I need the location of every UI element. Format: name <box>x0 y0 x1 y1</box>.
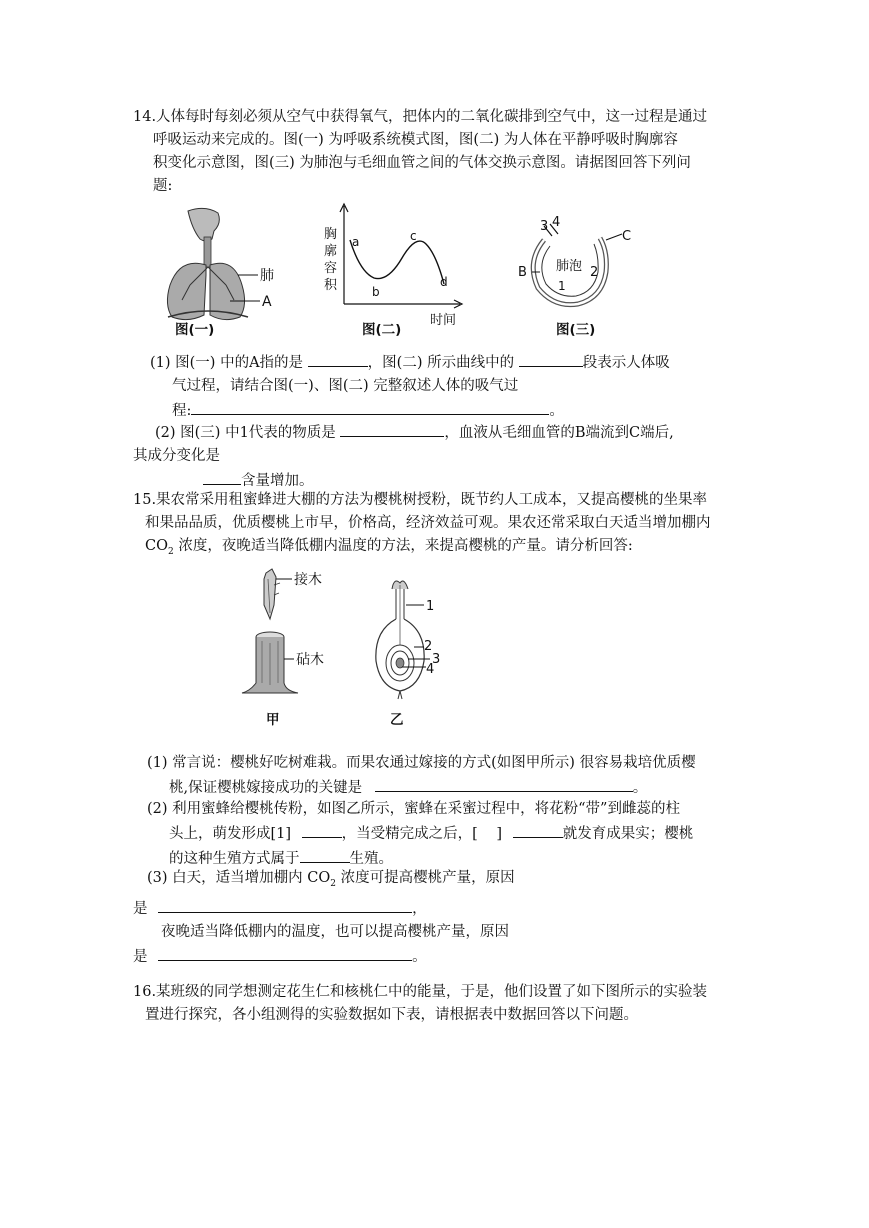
q15-intro <box>133 489 753 564</box>
q14-p1-line3-a: 程: <box>172 403 192 419</box>
fig1-label-A: A <box>262 294 272 310</box>
q15-figure-jia <box>240 565 360 700</box>
q15-p2-line1: (2) 利用蜜蜂给樱桃传粉，如图乙所示，蜜蜂在采蜜过程中，将花粉“带”到雌蕊的柱 <box>147 801 680 817</box>
fig3-caption: 图(三) <box>556 322 596 338</box>
q15-p3-line1-a: (3) 白天，适当增加棚内 CO <box>147 870 331 886</box>
q14-intro-line1: 14.人体每时每刻必须从空气中获得氧气，把体内的二氧化碳排到空气中，这一过程是通过 <box>133 109 708 125</box>
q15-part2 <box>147 798 767 871</box>
yi-label-2: 2 <box>424 639 433 654</box>
q15-p3-line1-b: 浓度可提高樱桃产量，原因 <box>340 870 515 886</box>
q15-p3-co2-sub: 2 <box>330 878 336 889</box>
fig3-label-3: 3 <box>540 219 549 234</box>
yi-label-1: 1 <box>426 599 435 614</box>
q15-p3-line4-a: 是 <box>133 948 148 965</box>
q16-intro <box>133 981 753 1027</box>
q15-p3-line3: 夜晚适当降低棚内的温度，也可以提高樱桃产量，原因 <box>161 923 509 940</box>
jia-caption: 甲 <box>266 712 280 728</box>
alveolus-diagram <box>510 212 640 317</box>
q15-intro-line1: 15.果农常采用租蜜蜂进大棚的方法为樱桃树授粉，既节约人工成本，又提高樱桃的坐果率 <box>133 492 708 508</box>
grafting-diagram <box>240 565 360 700</box>
q15-figure-yi <box>370 575 460 700</box>
q15-p3-blank-day[interactable] <box>158 896 412 913</box>
fig2-point-c: c <box>410 229 417 243</box>
yi-caption: 乙 <box>390 712 404 728</box>
q14-p1-text-a: (1) 图(一) 中的A指的是 <box>150 355 304 371</box>
q15-intro-co2-sub: 2 <box>167 546 174 557</box>
jia-label-stock: 砧木 <box>296 652 324 668</box>
fig3-label-1: 1 <box>558 279 566 293</box>
q15-intro-line3: 浓度，夜晚适当降低棚内温度的方法，来提高樱桃的产量。请分析回答: <box>178 538 633 554</box>
q14-p1-line3-end: 。 <box>549 403 564 419</box>
q15-p2-line3-a: 的这种生殖方式属于 <box>169 851 300 867</box>
q14-part1 <box>150 350 770 423</box>
q14-intro <box>133 106 753 198</box>
chest-volume-chart <box>318 200 468 330</box>
jia-label-scion: 接木 <box>294 572 322 588</box>
yi-label-4: 4 <box>426 662 435 677</box>
q14-p2-text-a: (2) 图(三) 中1代表的物质是 <box>155 425 336 441</box>
q15-p2-line3-b: 生殖。 <box>349 851 393 867</box>
q14-p1-text-b: ，图(二) 所示曲线中的 <box>367 355 515 371</box>
q14-p2-line2: 其成分变化是 <box>133 448 220 464</box>
q16-line1: 16.某班级的同学想测定花生仁和核桃仁中的能量，于是，他们设置了如下图所示的实验装 <box>133 984 708 1000</box>
q14-p2-blank-change[interactable] <box>203 468 241 485</box>
fig1-label-lung: 肺 <box>260 268 274 284</box>
fig2-ylabel-2: 廓 <box>324 244 338 259</box>
fig2-ylabel-4: 积 <box>324 278 338 293</box>
fig3-label-C: C <box>622 229 632 244</box>
q15-part3 <box>133 867 753 969</box>
q14-p2-line3: 含量增加。 <box>241 473 314 489</box>
q15-p1-line2-end: 。 <box>632 780 648 796</box>
q14-figure-2 <box>318 200 468 330</box>
q15-p2-blank-2[interactable] <box>513 821 563 838</box>
q15-p3-line2-end: ， <box>412 900 427 917</box>
q14-p1-text-c: 段表示人体吸 <box>582 355 670 371</box>
q15-p2-blank-1[interactable] <box>302 821 342 838</box>
q14-p1-blank-segment[interactable] <box>519 350 583 367</box>
q15-p2-line2-d: 就发育成果实；樱桃 <box>562 826 694 842</box>
q16-line2: 置进行探究，各小组测得的实验数据如下表，请根据表中数据回答以下问题。 <box>145 1007 638 1023</box>
q14-intro-line3: 积变化示意图，图(三) 为肺泡与毛细血管之间的气体交换示意图。请据图回答下列问 <box>153 155 691 171</box>
q15-intro-co2: CO <box>145 538 168 554</box>
q15-p2-blank-3[interactable] <box>300 846 350 863</box>
q15-p2-line2-c: ] <box>496 826 503 842</box>
fig3-label-B: B <box>518 265 527 280</box>
q14-p1-blank-A[interactable] <box>308 350 368 367</box>
q15-p3-blank-night[interactable] <box>158 944 412 961</box>
fig3-label-2: 2 <box>590 265 599 280</box>
q14-figure-3 <box>510 212 640 317</box>
q15-p2-line2-a: 头上，萌发形成[1] <box>169 826 292 842</box>
q15-p3-line4-end: 。 <box>412 948 427 965</box>
fig2-point-a: a <box>352 235 360 249</box>
q14-p2-text-b: ，血液从毛细血管的B端流到C端后, <box>444 425 674 441</box>
fig2-point-b: b <box>372 285 380 299</box>
q15-part1 <box>147 752 767 800</box>
q14-intro-line2: 呼吸运动来完成的。图(一) 为呼吸系统模式图，图(二) 为人体在平静呼吸时胸廓容 <box>153 132 678 148</box>
q15-p2-line2-b: ，当受精完成之后，[ <box>341 826 478 842</box>
q14-p2-blank-substance[interactable] <box>340 420 444 437</box>
fig2-ylabel-3: 容 <box>324 261 338 276</box>
fig2-ylabel-1: 胸 <box>324 227 338 242</box>
q15-p1-blank-key[interactable] <box>375 775 633 792</box>
q14-p1-line2: 气过程，请结合图(一)、图(二) 完整叙述人体的吸气过 <box>172 378 519 394</box>
pistil-diagram <box>370 575 460 700</box>
q15-p3-line2-a: 是 <box>133 900 148 917</box>
q14-part2 <box>133 420 753 493</box>
fig1-caption: 图(一) <box>175 322 215 338</box>
fig2-caption: 图(二) <box>362 322 402 338</box>
fig3-label-4: 4 <box>552 215 561 230</box>
fig3-label-alveolus: 肺泡 <box>556 259 583 274</box>
q15-p1-line2-a: 桃,保证樱桃嫁接成功的关键是 <box>169 780 363 796</box>
q15-intro-line2: 和果品品质，优质樱桃上市早，价格高，经济效益可观。果农还常采取白天适当增加棚内 <box>145 515 711 531</box>
yi-label-3: 3 <box>432 652 441 667</box>
q14-intro-line4: 题: <box>153 178 173 194</box>
q14-p1-blank-process[interactable] <box>191 398 549 415</box>
fig2-xlabel: 时间 <box>430 313 457 328</box>
q15-p1-line1: (1) 常言说：樱桃好吃树难栽。而果农通过嫁接的方式(如图甲所示) 很容易栽培优质樱 <box>147 755 696 771</box>
fig2-point-d: d <box>440 275 448 289</box>
